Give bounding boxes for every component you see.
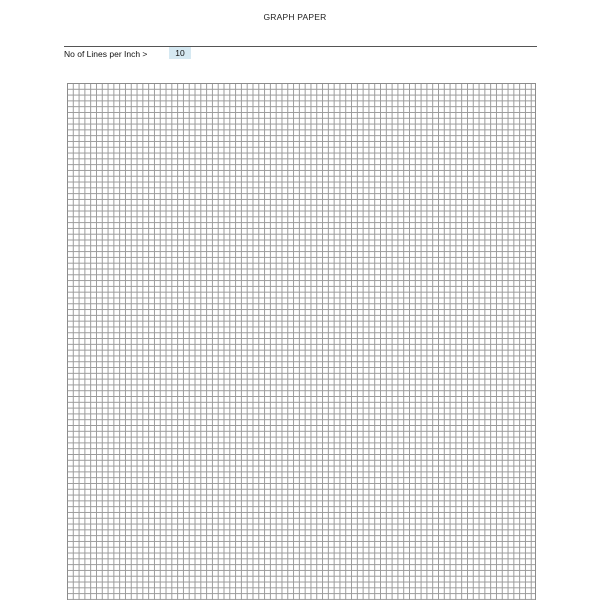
page-title: GRAPH PAPER [263,12,327,22]
graph-grid [67,83,536,600]
header-divider [64,46,537,47]
lines-per-inch-label: No of Lines per Inch > [64,49,148,59]
lines-per-inch-input[interactable]: 10 [169,47,191,59]
